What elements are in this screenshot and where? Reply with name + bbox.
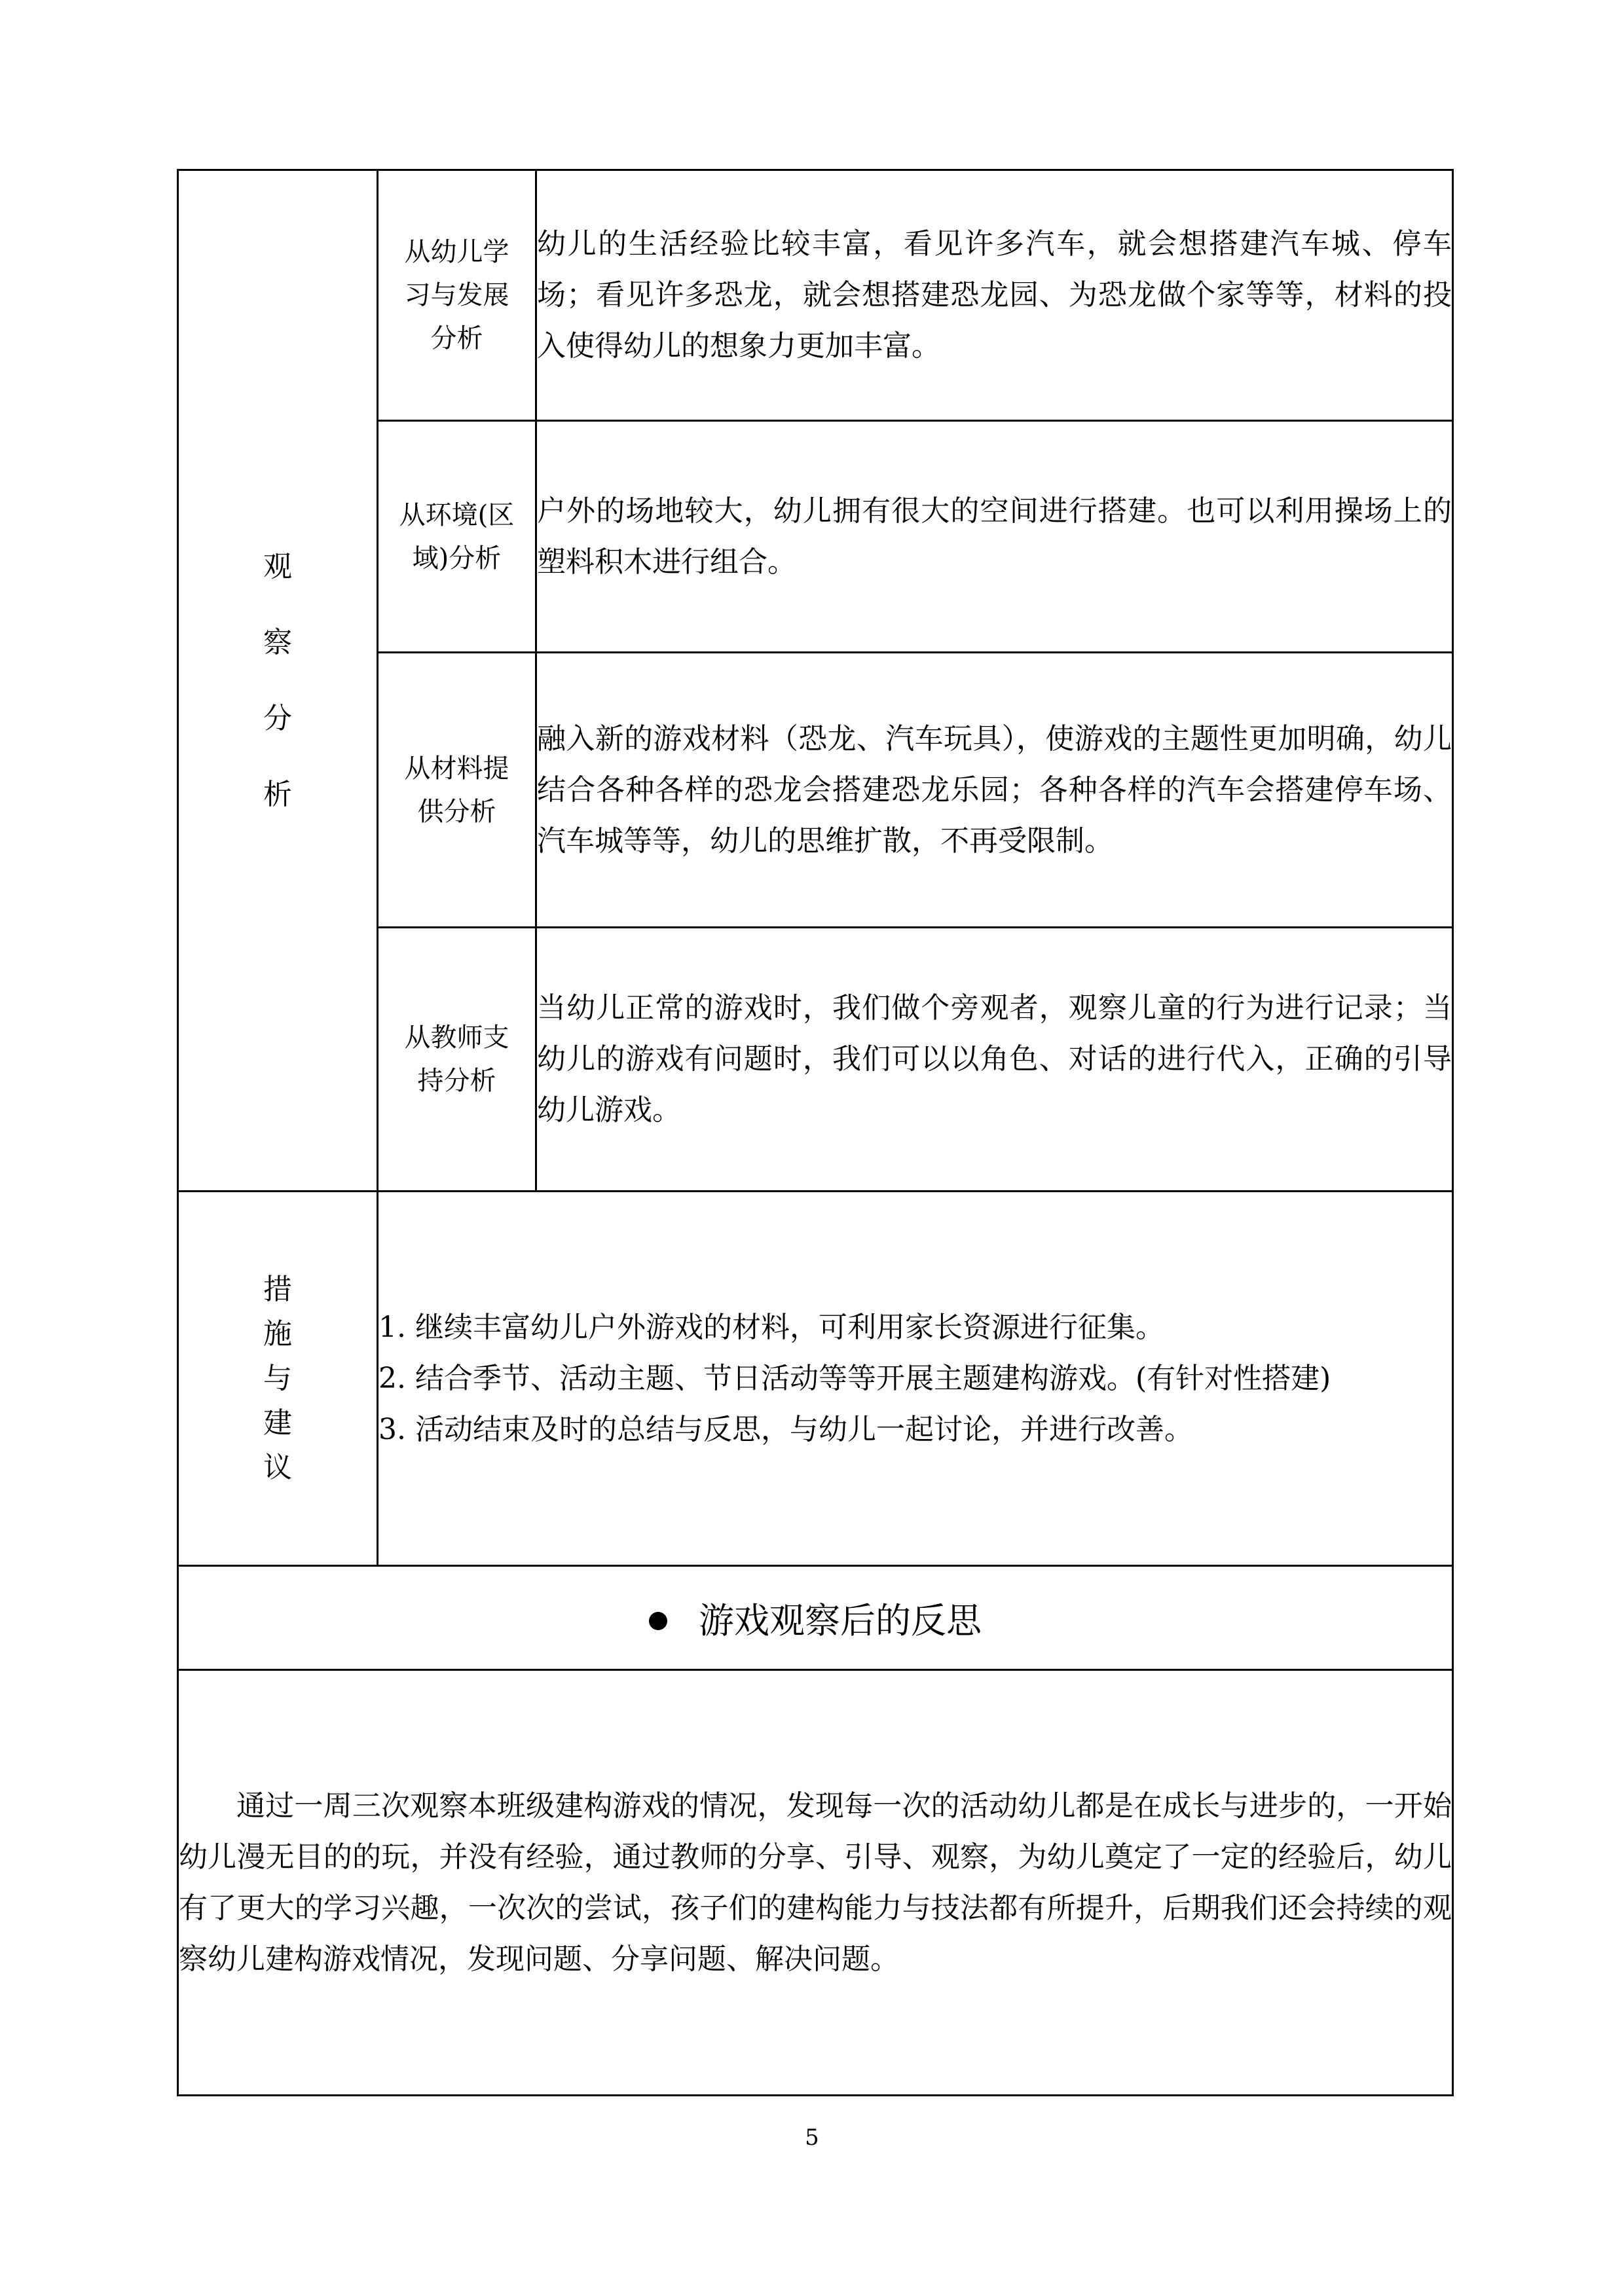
reflection-text-cell — [178, 1670, 1453, 2096]
list-item: 2. 结合季节、活动主题、节日活动等等开展主题建构游戏。(有针对性搭建) — [378, 1361, 1331, 1395]
label-char: 建 — [263, 1406, 292, 1440]
label-char: 析 — [263, 777, 292, 811]
document-table — [177, 169, 1454, 2096]
label-char: 察 — [263, 625, 292, 659]
teacher-support-label: 从教师支 持分析 — [378, 928, 536, 1192]
reflection-paragraph: 通过一周三次观察本班级建构游戏的情况，发现每一次的活动幼儿都是在成长与进步的，一开始幼儿漫无目的的玩，并没有经验，通过教师的分享、引导、观察，为幼儿奠定了一定的经验后，幼儿有了更大的学习兴趣，一次次的尝试，孩子们的建构能力与技法都有所提升，后期我们还会持续的观察幼儿建构游戏情况，发现问题、分享问题、解决问题。 — [179, 1789, 1452, 1976]
label-char: 与 — [263, 1361, 292, 1395]
materials-label: 从材料提 供分析 — [378, 653, 536, 928]
reflection-body-row — [178, 1670, 1453, 2096]
environment-text: 户外的场地较大，幼儿拥有很大的空间进行搭建。也可以利用操场上的塑料积木进行组合。 — [536, 421, 1453, 653]
teacher-support-text: 当幼儿正常的游戏时，我们做个旁观者，观察儿童的行为进行记录；当幼儿的游戏有问题时，我们可以以角色、对话的进行代入，正确的引导幼儿游戏。 — [536, 928, 1453, 1192]
observation-row-learning — [178, 170, 1453, 421]
materials-text: 融入新的游戏材料（恐龙、汽车玩具），使游戏的主题性更加明确，幼儿结合各种各样的恐龙会搭建恐龙乐园；各种各样的汽车会搭建停车场、汽车城等等，幼儿的思维扩散，不再受限制。 — [536, 653, 1453, 928]
measures-list — [378, 1192, 1453, 1566]
list-item: 1. 继续丰富幼儿户外游戏的材料，可利用家长资源进行征集。 — [378, 1310, 1164, 1344]
label-char: 施 — [263, 1317, 292, 1351]
label-char: 观 — [263, 549, 292, 583]
measures-label — [178, 1192, 378, 1566]
environment-label: 从环境(区 域)分析 — [378, 421, 536, 653]
measures-row — [178, 1192, 1453, 1566]
learning-development-text: 幼儿的生活经验比较丰富，看见许多汽车，就会想搭建汽车城、停车场；看见许多恐龙，就会想搭建恐龙园、为恐龙做个家等等，材料的投入使得幼儿的想象力更加丰富。 — [536, 170, 1453, 421]
learning-development-label: 从幼儿学 习与发展 分析 — [378, 170, 536, 421]
page-number: 5 — [805, 2124, 819, 2151]
bullet-icon — [649, 1612, 667, 1630]
label-char: 措 — [263, 1272, 292, 1306]
reflection-heading-row — [178, 1566, 1453, 1670]
observation-analysis-label — [178, 170, 378, 1192]
list-item: 3. 活动结束及时的总结与反思，与幼儿一起讨论，并进行改善。 — [378, 1412, 1193, 1446]
reflection-heading — [178, 1566, 1453, 1670]
section-title: 游戏观察后的反思 — [699, 1599, 982, 1641]
label-char: 分 — [263, 701, 292, 735]
label-char: 议 — [263, 1450, 292, 1484]
